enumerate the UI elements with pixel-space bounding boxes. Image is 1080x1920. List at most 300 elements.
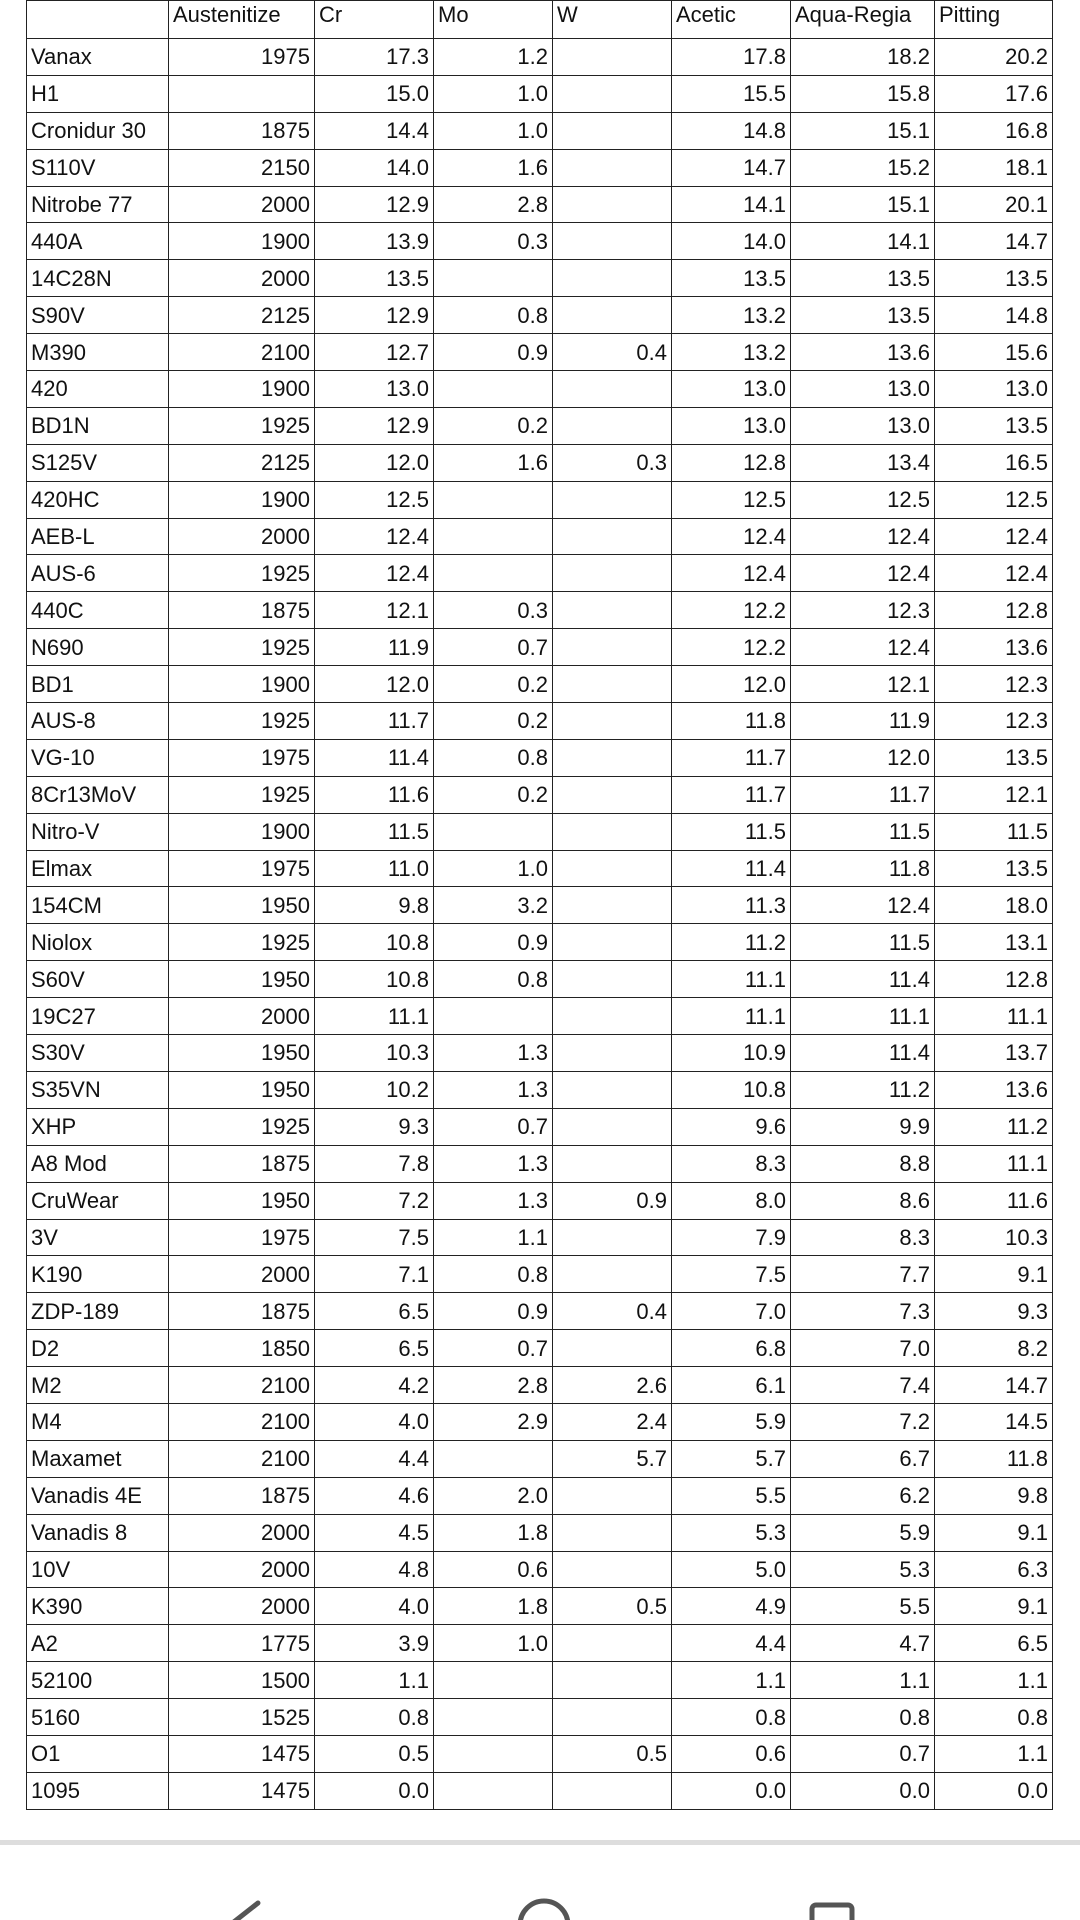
value-cell (553, 629, 672, 666)
value-cell: 7.4 (791, 1367, 935, 1404)
value-cell: 12.9 (315, 297, 434, 334)
value-cell (553, 703, 672, 740)
value-cell: 12.4 (791, 518, 935, 555)
value-cell: 12.4 (791, 887, 935, 924)
value-cell: 0.2 (434, 776, 553, 813)
value-cell: 7.5 (672, 1256, 791, 1293)
value-cell: 1.1 (315, 1662, 434, 1699)
value-cell (553, 1035, 672, 1072)
steel-name-cell: M390 (27, 334, 169, 371)
column-header: Austenitize (169, 1, 315, 39)
table-row (27, 186, 1053, 223)
table-row (27, 1256, 1053, 1293)
value-cell: 11.5 (791, 924, 935, 961)
value-cell: 1.1 (791, 1662, 935, 1699)
value-cell (553, 924, 672, 961)
value-cell: 8.3 (672, 1145, 791, 1182)
value-cell: 1950 (169, 1071, 315, 1108)
value-cell: 13.5 (791, 297, 935, 334)
value-cell: 11.4 (791, 1035, 935, 1072)
value-cell: 12.3 (935, 666, 1053, 703)
table-row (27, 518, 1053, 555)
value-cell: 9.1 (935, 1256, 1053, 1293)
steel-corrosion-table (26, 0, 1053, 1810)
value-cell: 1.3 (434, 1145, 553, 1182)
steel-name-cell: M4 (27, 1403, 169, 1440)
table-row (27, 1735, 1053, 1772)
value-cell (553, 407, 672, 444)
value-cell: 17.8 (672, 39, 791, 76)
value-cell: 13.5 (935, 739, 1053, 776)
value-cell: 12.8 (672, 444, 791, 481)
value-cell: 14.0 (315, 149, 434, 186)
steel-name-cell: AEB-L (27, 518, 169, 555)
value-cell: 1900 (169, 666, 315, 703)
table-row (27, 1514, 1053, 1551)
value-cell: 1.6 (434, 444, 553, 481)
value-cell: 4.9 (672, 1588, 791, 1625)
value-cell: 13.5 (935, 850, 1053, 887)
value-cell: 10.3 (315, 1035, 434, 1072)
value-cell: 2125 (169, 297, 315, 334)
value-cell: 12.0 (791, 739, 935, 776)
value-cell: 13.0 (672, 407, 791, 444)
value-cell: 0.9 (434, 924, 553, 961)
value-cell: 1.3 (434, 1035, 553, 1072)
value-cell: 1475 (169, 1735, 315, 1772)
value-cell: 9.8 (315, 887, 434, 924)
value-cell: 10.3 (935, 1219, 1053, 1256)
back-icon[interactable] (214, 1895, 274, 1920)
value-cell: 9.6 (672, 1108, 791, 1145)
value-cell: 1950 (169, 1035, 315, 1072)
value-cell: 15.0 (315, 75, 434, 112)
value-cell: 2000 (169, 1256, 315, 1293)
table-row (27, 1330, 1053, 1367)
value-cell: 1975 (169, 850, 315, 887)
value-cell: 12.1 (791, 666, 935, 703)
value-cell: 12.5 (672, 481, 791, 518)
value-cell: 8.3 (791, 1219, 935, 1256)
table-row (27, 1772, 1053, 1809)
value-cell: 20.2 (935, 39, 1053, 76)
value-cell: 6.3 (935, 1551, 1053, 1588)
value-cell: 14.7 (935, 1367, 1053, 1404)
value-cell (553, 1219, 672, 1256)
table-row (27, 1293, 1053, 1330)
home-icon[interactable] (514, 1895, 574, 1920)
value-cell: 11.7 (672, 739, 791, 776)
value-cell: 2100 (169, 1440, 315, 1477)
steel-name-cell: 5160 (27, 1699, 169, 1736)
value-cell: 2.8 (434, 186, 553, 223)
value-cell: 9.3 (315, 1108, 434, 1145)
value-cell (434, 371, 553, 408)
value-cell: 12.2 (672, 629, 791, 666)
steel-name-cell: CruWear (27, 1182, 169, 1219)
steel-name-cell: Maxamet (27, 1440, 169, 1477)
table-body (27, 1, 1053, 1810)
value-cell: 8.8 (791, 1145, 935, 1182)
value-cell (553, 1662, 672, 1699)
value-cell (553, 260, 672, 297)
value-cell (553, 850, 672, 887)
value-cell: 13.6 (935, 1071, 1053, 1108)
steel-name-cell: 14C28N (27, 260, 169, 297)
value-cell: 13.7 (935, 1035, 1053, 1072)
steel-name-cell: 52100 (27, 1662, 169, 1699)
value-cell: 1925 (169, 703, 315, 740)
android-navigation-bar (0, 1845, 1080, 1920)
value-cell: 15.5 (672, 75, 791, 112)
value-cell: 0.8 (672, 1699, 791, 1736)
value-cell (553, 1145, 672, 1182)
value-cell: 4.7 (791, 1625, 935, 1662)
value-cell: 5.9 (791, 1514, 935, 1551)
value-cell: 1.0 (434, 75, 553, 112)
value-cell: 1.1 (672, 1662, 791, 1699)
table-row (27, 112, 1053, 149)
value-cell: 1950 (169, 887, 315, 924)
value-cell: 0.0 (672, 1772, 791, 1809)
value-cell: 2000 (169, 186, 315, 223)
value-cell: 12.4 (672, 518, 791, 555)
value-cell: 3.2 (434, 887, 553, 924)
table-row (27, 813, 1053, 850)
steel-name-cell: S60V (27, 961, 169, 998)
steel-name-cell: 154CM (27, 887, 169, 924)
table-row (27, 1367, 1053, 1404)
value-cell: 13.0 (791, 407, 935, 444)
value-cell: 15.1 (791, 112, 935, 149)
steel-name-cell: Niolox (27, 924, 169, 961)
value-cell: 13.4 (791, 444, 935, 481)
table-row (27, 444, 1053, 481)
table-row (27, 334, 1053, 371)
value-cell: 15.8 (791, 75, 935, 112)
value-cell: 4.6 (315, 1477, 434, 1514)
steel-name-cell: S35VN (27, 1071, 169, 1108)
spreadsheet-image (26, 0, 1052, 1810)
value-cell: 7.7 (791, 1256, 935, 1293)
value-cell: 2000 (169, 1514, 315, 1551)
value-cell: 16.5 (935, 444, 1053, 481)
value-cell: 7.1 (315, 1256, 434, 1293)
value-cell: 16.8 (935, 112, 1053, 149)
value-cell: 0.0 (315, 1772, 434, 1809)
steel-name-cell: D2 (27, 1330, 169, 1367)
value-cell (553, 813, 672, 850)
value-cell: 2125 (169, 444, 315, 481)
value-cell: 12.0 (672, 666, 791, 703)
value-cell: 1925 (169, 924, 315, 961)
steel-name-cell: 440C (27, 592, 169, 629)
value-cell: 4.0 (315, 1403, 434, 1440)
value-cell: 11.8 (935, 1440, 1053, 1477)
value-cell: 14.0 (672, 223, 791, 260)
column-header: W (553, 1, 672, 39)
table-row (27, 887, 1053, 924)
value-cell: 1975 (169, 1219, 315, 1256)
value-cell: 0.8 (791, 1699, 935, 1736)
value-cell (553, 1108, 672, 1145)
value-cell (553, 1699, 672, 1736)
table-row (27, 1551, 1053, 1588)
table-row (27, 850, 1053, 887)
value-cell: 1500 (169, 1662, 315, 1699)
steel-name-cell: H1 (27, 75, 169, 112)
value-cell: 12.0 (315, 666, 434, 703)
value-cell (553, 297, 672, 334)
value-cell: 1.0 (434, 850, 553, 887)
value-cell: 5.3 (672, 1514, 791, 1551)
value-cell: 0.4 (553, 334, 672, 371)
table-row (27, 407, 1053, 444)
value-cell: 4.8 (315, 1551, 434, 1588)
value-cell: 11.5 (791, 813, 935, 850)
steel-name-cell: S125V (27, 444, 169, 481)
value-cell: 11.6 (315, 776, 434, 813)
table-row (27, 1145, 1053, 1182)
value-cell: 11.1 (935, 1145, 1053, 1182)
header-row (27, 1, 1053, 39)
value-cell: 2000 (169, 518, 315, 555)
column-header: Mo (434, 1, 553, 39)
column-header: Pitting (935, 1, 1053, 39)
value-cell (434, 998, 553, 1035)
value-cell: 0.8 (434, 297, 553, 334)
value-cell: 2.8 (434, 1367, 553, 1404)
steel-name-cell: 3V (27, 1219, 169, 1256)
value-cell: 0.3 (434, 592, 553, 629)
table-row (27, 739, 1053, 776)
value-cell: 13.6 (791, 334, 935, 371)
value-cell: 13.5 (791, 260, 935, 297)
value-cell: 12.7 (315, 334, 434, 371)
value-cell: 11.1 (672, 961, 791, 998)
steel-name-cell: S110V (27, 149, 169, 186)
value-cell: 1900 (169, 481, 315, 518)
column-header (27, 1, 169, 39)
value-cell: 12.4 (935, 518, 1053, 555)
value-cell: 9.8 (935, 1477, 1053, 1514)
value-cell: 12.5 (315, 481, 434, 518)
value-cell: 1.1 (434, 1219, 553, 1256)
value-cell: 7.2 (791, 1403, 935, 1440)
value-cell (434, 813, 553, 850)
value-cell: 3.9 (315, 1625, 434, 1662)
value-cell: 14.8 (672, 112, 791, 149)
steel-name-cell: A2 (27, 1625, 169, 1662)
table-row (27, 1699, 1053, 1736)
value-cell: 14.7 (672, 149, 791, 186)
value-cell: 13.9 (315, 223, 434, 260)
value-cell: 2100 (169, 1367, 315, 1404)
value-cell: 0.7 (434, 1108, 553, 1145)
table-row (27, 1588, 1053, 1625)
value-cell: 12.4 (315, 555, 434, 592)
value-cell: 12.4 (791, 629, 935, 666)
value-cell: 14.1 (672, 186, 791, 223)
value-cell: 1525 (169, 1699, 315, 1736)
value-cell: 7.0 (672, 1293, 791, 1330)
value-cell: 6.7 (791, 1440, 935, 1477)
value-cell: 13.2 (672, 334, 791, 371)
steel-name-cell: Vanadis 4E (27, 1477, 169, 1514)
value-cell: 2.0 (434, 1477, 553, 1514)
value-cell: 12.4 (935, 555, 1053, 592)
value-cell (553, 75, 672, 112)
value-cell: 11.1 (672, 998, 791, 1035)
value-cell: 8.2 (935, 1330, 1053, 1367)
value-cell: 12.5 (935, 481, 1053, 518)
steel-name-cell: 19C27 (27, 998, 169, 1035)
column-header: Acetic (672, 1, 791, 39)
value-cell: 12.9 (315, 186, 434, 223)
value-cell: 0.5 (315, 1735, 434, 1772)
value-cell: 13.0 (672, 371, 791, 408)
table-row (27, 1440, 1053, 1477)
value-cell: 6.2 (791, 1477, 935, 1514)
value-cell (553, 776, 672, 813)
value-cell: 0.9 (553, 1182, 672, 1219)
value-cell: 5.7 (672, 1440, 791, 1477)
value-cell: 11.7 (315, 703, 434, 740)
value-cell: 12.8 (935, 592, 1053, 629)
value-cell: 0.8 (434, 1256, 553, 1293)
value-cell: 6.1 (672, 1367, 791, 1404)
value-cell: 1875 (169, 592, 315, 629)
steel-name-cell: M2 (27, 1367, 169, 1404)
table-row (27, 666, 1053, 703)
value-cell: 14.5 (935, 1403, 1053, 1440)
value-cell: 11.4 (672, 850, 791, 887)
value-cell: 7.3 (791, 1293, 935, 1330)
table-row (27, 924, 1053, 961)
value-cell: 2150 (169, 149, 315, 186)
value-cell: 0.3 (553, 444, 672, 481)
value-cell: 1.8 (434, 1588, 553, 1625)
value-cell: 0.8 (434, 961, 553, 998)
value-cell: 0.8 (434, 739, 553, 776)
value-cell: 0.9 (434, 334, 553, 371)
value-cell: 0.7 (791, 1735, 935, 1772)
steel-name-cell: A8 Mod (27, 1145, 169, 1182)
value-cell (553, 739, 672, 776)
steel-name-cell: 10V (27, 1551, 169, 1588)
steel-name-cell: Elmax (27, 850, 169, 887)
value-cell: 0.2 (434, 407, 553, 444)
table-row (27, 371, 1053, 408)
value-cell: 0.8 (315, 1699, 434, 1736)
value-cell: 18.1 (935, 149, 1053, 186)
table-row (27, 1403, 1053, 1440)
value-cell: 13.1 (935, 924, 1053, 961)
value-cell: 1925 (169, 407, 315, 444)
value-cell: 17.6 (935, 75, 1053, 112)
value-cell: 6.5 (935, 1625, 1053, 1662)
value-cell (434, 1440, 553, 1477)
value-cell (434, 1772, 553, 1809)
value-cell: 17.3 (315, 39, 434, 76)
table-row (27, 1071, 1053, 1108)
value-cell: 1900 (169, 223, 315, 260)
table-row (27, 1035, 1053, 1072)
steel-name-cell: S30V (27, 1035, 169, 1072)
value-cell: 5.3 (791, 1551, 935, 1588)
value-cell: 1950 (169, 961, 315, 998)
value-cell: 20.1 (935, 186, 1053, 223)
value-cell: 18.2 (791, 39, 935, 76)
value-cell: 1475 (169, 1772, 315, 1809)
value-cell: 2100 (169, 1403, 315, 1440)
value-cell: 1.3 (434, 1182, 553, 1219)
value-cell: 13.5 (935, 407, 1053, 444)
column-header: Aqua-Regia (791, 1, 935, 39)
value-cell: 1.3 (434, 1071, 553, 1108)
value-cell: 13.6 (935, 629, 1053, 666)
value-cell: 6.8 (672, 1330, 791, 1367)
steel-name-cell: AUS-8 (27, 703, 169, 740)
value-cell: 1.0 (434, 112, 553, 149)
value-cell: 4.2 (315, 1367, 434, 1404)
value-cell: 1.1 (935, 1735, 1053, 1772)
value-cell: 1875 (169, 1145, 315, 1182)
value-cell: 14.4 (315, 112, 434, 149)
value-cell (553, 1071, 672, 1108)
value-cell: 11.8 (672, 703, 791, 740)
value-cell: 11.5 (935, 813, 1053, 850)
steel-name-cell: 420 (27, 371, 169, 408)
value-cell: 11.2 (672, 924, 791, 961)
value-cell: 4.4 (672, 1625, 791, 1662)
value-cell: 12.4 (791, 555, 935, 592)
value-cell (553, 592, 672, 629)
value-cell: 11.5 (672, 813, 791, 850)
value-cell: 2100 (169, 334, 315, 371)
value-cell: 0.7 (434, 1330, 553, 1367)
table-row (27, 555, 1053, 592)
value-cell: 7.0 (791, 1330, 935, 1367)
table-row (27, 629, 1053, 666)
value-cell (434, 1662, 553, 1699)
value-cell: 13.0 (315, 371, 434, 408)
steel-name-cell: XHP (27, 1108, 169, 1145)
value-cell: 1925 (169, 776, 315, 813)
value-cell (434, 555, 553, 592)
recent-apps-icon[interactable] (802, 1895, 862, 1920)
value-cell: 12.1 (315, 592, 434, 629)
value-cell (434, 260, 553, 297)
value-cell: 15.1 (791, 186, 935, 223)
value-cell: 2.6 (553, 1367, 672, 1404)
value-cell: 9.1 (935, 1588, 1053, 1625)
value-cell: 0.0 (935, 1772, 1053, 1809)
value-cell (434, 518, 553, 555)
value-cell: 11.7 (791, 776, 935, 813)
value-cell: 2000 (169, 998, 315, 1035)
value-cell: 10.8 (315, 924, 434, 961)
value-cell: 1975 (169, 739, 315, 776)
steel-name-cell: VG-10 (27, 739, 169, 776)
steel-name-cell: Vanadis 8 (27, 1514, 169, 1551)
value-cell: 11.9 (315, 629, 434, 666)
value-cell: 1775 (169, 1625, 315, 1662)
value-cell: 2000 (169, 1588, 315, 1625)
value-cell: 6.5 (315, 1330, 434, 1367)
value-cell: 0.3 (434, 223, 553, 260)
value-cell (553, 1625, 672, 1662)
